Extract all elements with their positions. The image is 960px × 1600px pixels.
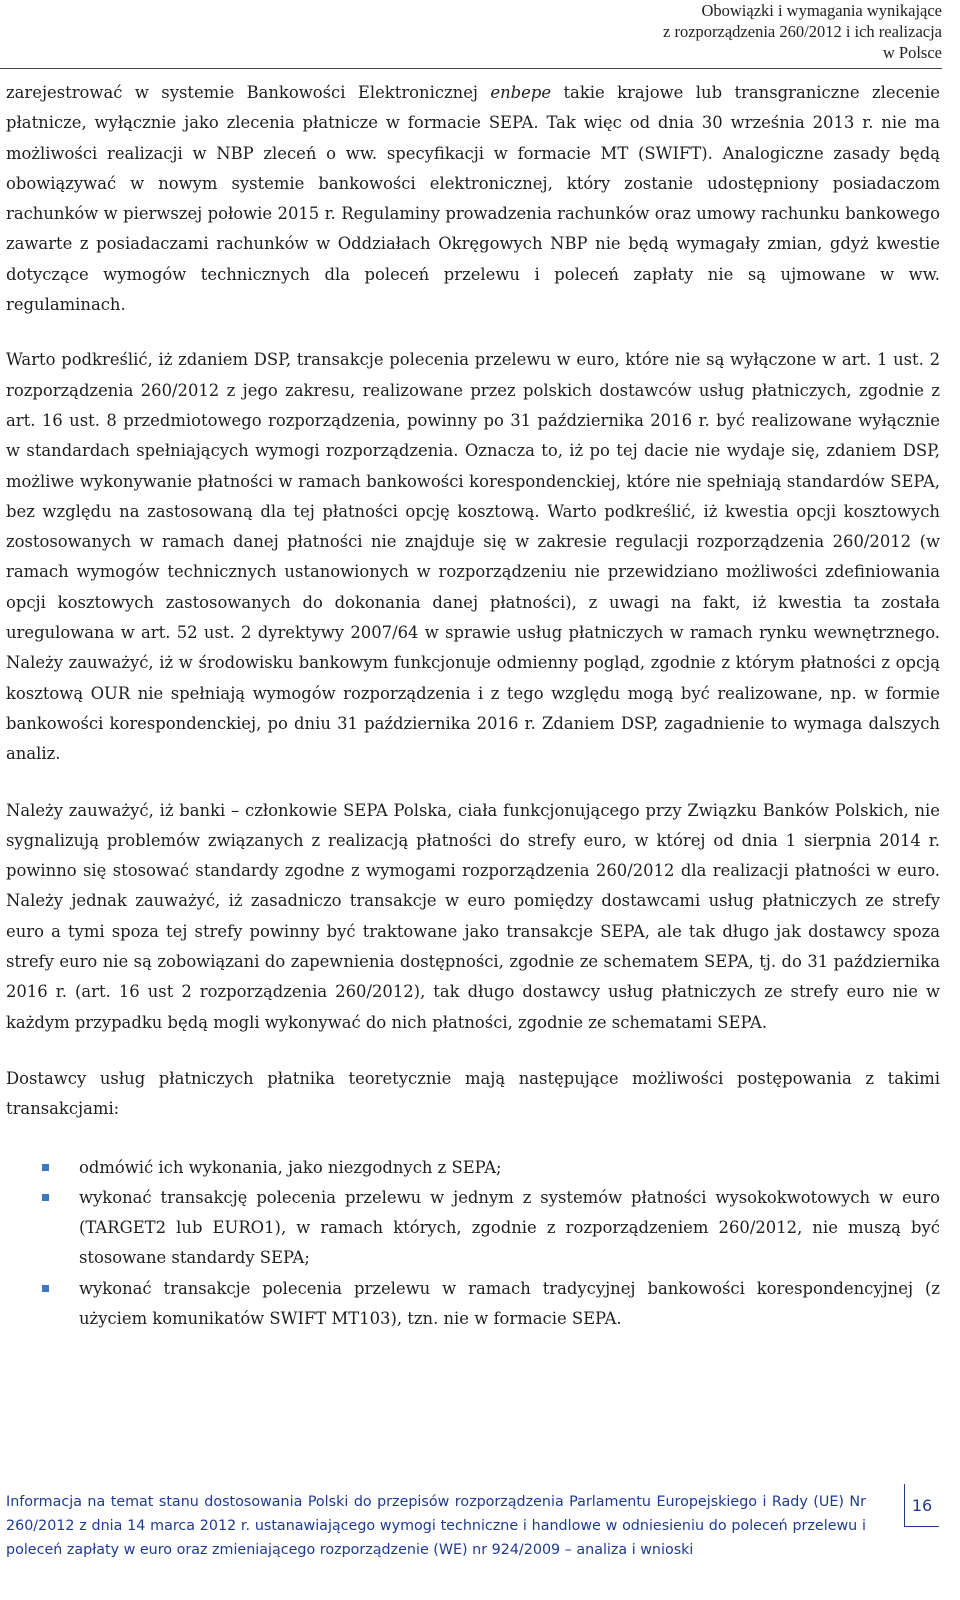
paragraph-3: Należy zauważyć, iż banki – członkowie SEPA Polska, ciała funkcjonującego przy Związku Banków Polskich, nie sygnalizują problemów związanych z realizacją płatności do strefy euro, w której od dnia 1 sierpnia 2014 r. powinno się stosować standardy zgodne z wymogami rozporządzenia 260/2012 dla realizacji płatności w euro. Należy jednak zauważyć, iż zasadniczo transakcje w euro pomiędzy dostawcami usług płatniczych ze strefy euro a tymi spoza tej strefy powinny być traktowane jako transakcje SEPA, ale tak długo jak dostawcy spoza strefy euro nie są zobowiązani do zapewnienia dostępności, zgodnie ze schematem SEPA, tj. do 31 października 2016 r. (art. 16 ust 2 rozporządzenia 260/2012), tak długo dostawcy usług płatniczych ze strefy euro nie w każdym przypadku będą mogli wykonywać do nich płatności, zgodnie ze schematami SEPA. xyxy=(6,800,940,1032)
header-divider xyxy=(0,68,942,69)
paragraph-1 xyxy=(6,78,940,320)
list-item xyxy=(6,1183,940,1274)
paragraph-4: Dostawcy usług płatniczych płatnika teoretycznie mają następujące możliwości postępowania z takimi transakcjami: xyxy=(6,1068,940,1119)
header-line-1: Obowiązki i wymagania wynikające xyxy=(701,1,942,20)
document-body xyxy=(6,78,940,1334)
square-bullet-icon xyxy=(42,1194,49,1201)
list-item-text: wykonać transakcje polecenia przelewu w ramach tradycyjnej bankowości korespondencyjnej (z użyciem komunikatów SWIFT MT103), tzn. nie w formacie SEPA. xyxy=(79,1278,940,1328)
square-bullet-icon xyxy=(42,1164,49,1171)
paragraph-2: Warto podkreślić, iż zdaniem DSP, transakcje polecenia przelewu w euro, które nie są wyłączone w art. 1 ust. 2 rozporządzenia 260/2012 z jego zakresu, realizowane przez polskich dostawców usług płatniczych, zgodnie z art. 16 ust. 8 przedmiotowego rozporządzenia, powinny po 31 października 2016 r. być realizowane wyłącznie w standardach spełniających wymogi rozporządzenia. Oznacza to, iż po tej dacie nie wydaje się, zdaniem DSP, możliwe wykonywanie płatności w ramach bankowości korespondenckiej, które nie spełniają standardów SEPA, bez względu na zastosowaną dla tej płatności opcję kosztową. Warto podkreślić, iż kwestia opcji kosztowych zostosowanych w ramach danej płatności nie znajduje się w zakresie regulacji rozporządzenia 260/2012 (w ramach wymogów technicznych ustanowionych w rozporządzeniu nie przewidziano możliwości zdefiniowania opcji kosztowych zastosowanych do dokonania danej płatności), z uwagi na fakt, iż kwestia ta została uregulowana w art. 52 ust. 2 dyrektywy 2007/64 w sprawie usług płatniczych w ramach rynku wewnętrznego. Należy zauważyć, iż w środowisku bankowym funkcjonuje odmienny pogląd, zgodnie z którym płatności z opcją kosztową OUR nie spełniają wymogów rozporządzenia i z tego względu mogą być realizowane, np. w formie bankowości korespondenckiej, po dniu 31 października 2016 r. Zdaniem DSP, zagadnienie to wymaga dalszych analiz. xyxy=(6,350,940,764)
options-list xyxy=(6,1153,940,1335)
paragraph-1-text-a: zarejestrować w systemie Bankowości Elektronicznej xyxy=(6,83,491,102)
header-line-3: w Polsce xyxy=(882,43,942,62)
page-number: 16 xyxy=(904,1484,939,1527)
list-item xyxy=(6,1274,940,1335)
square-bullet-icon xyxy=(42,1285,49,1292)
running-header xyxy=(522,0,942,63)
list-item-text: wykonać transakcję polecenia przelewu w jednym z systemów płatności wysokokwotowych w euro (TARGET2 lub EURO1), w ramach których, zgodnie z rozporządzeniem 260/2012, nie muszą być stosowane standardy SEPA; xyxy=(79,1187,940,1268)
page-footer xyxy=(6,1490,866,1562)
paragraph-1-text-b: takie krajowe lub transgraniczne zlecenie płatnicze, wyłącznie jako zlecenia płatnicze w formacie SEPA. Tak więc od dnia 30 września 2013 r. nie ma możliwości realizacji w NBP zleceń o ww. specyfikacji w formacie MT (SWIFT). Analogiczne zasady będą obowiązywać w nowym systemie bankowości elektronicznej, który zostanie udostępniony posiadaczom rachunków w pierwszej połowie 2015 r. Regulaminy prowadzenia rachunków oraz umowy rachunku bankowego zawarte z posiadaczami rachunków w Oddziałach Okręgowych NBP nie będą wymagały zmian, gdyż kwestie dotyczące wymogów technicznych dla poleceń przelewu i poleceń zapłaty nie są ujmowane w ww. regulaminach. xyxy=(6,83,940,315)
paragraph-1-emphasis: enbepe xyxy=(490,83,552,102)
list-item-text: odmówić ich wykonania, jako niezgodnych z SEPA; xyxy=(79,1157,502,1177)
header-line-2: z rozporządzenia 260/2012 i ich realizacja xyxy=(663,22,942,41)
footer-text: Informacja na temat stanu dostosowania Polski do przepisów rozporządzenia Parlamentu Europejskiego i Rady (UE) Nr 260/2012 z dnia 14 marca 2012 r. ustanawiającego wymogi techniczne i handlowe w odniesieniu do poleceń przelewu i poleceń zapłaty w euro oraz zmieniającego rozporządzenie (WE) nr 924/2009 – analiza i wnioski xyxy=(6,1494,866,1558)
list-item xyxy=(6,1153,940,1183)
